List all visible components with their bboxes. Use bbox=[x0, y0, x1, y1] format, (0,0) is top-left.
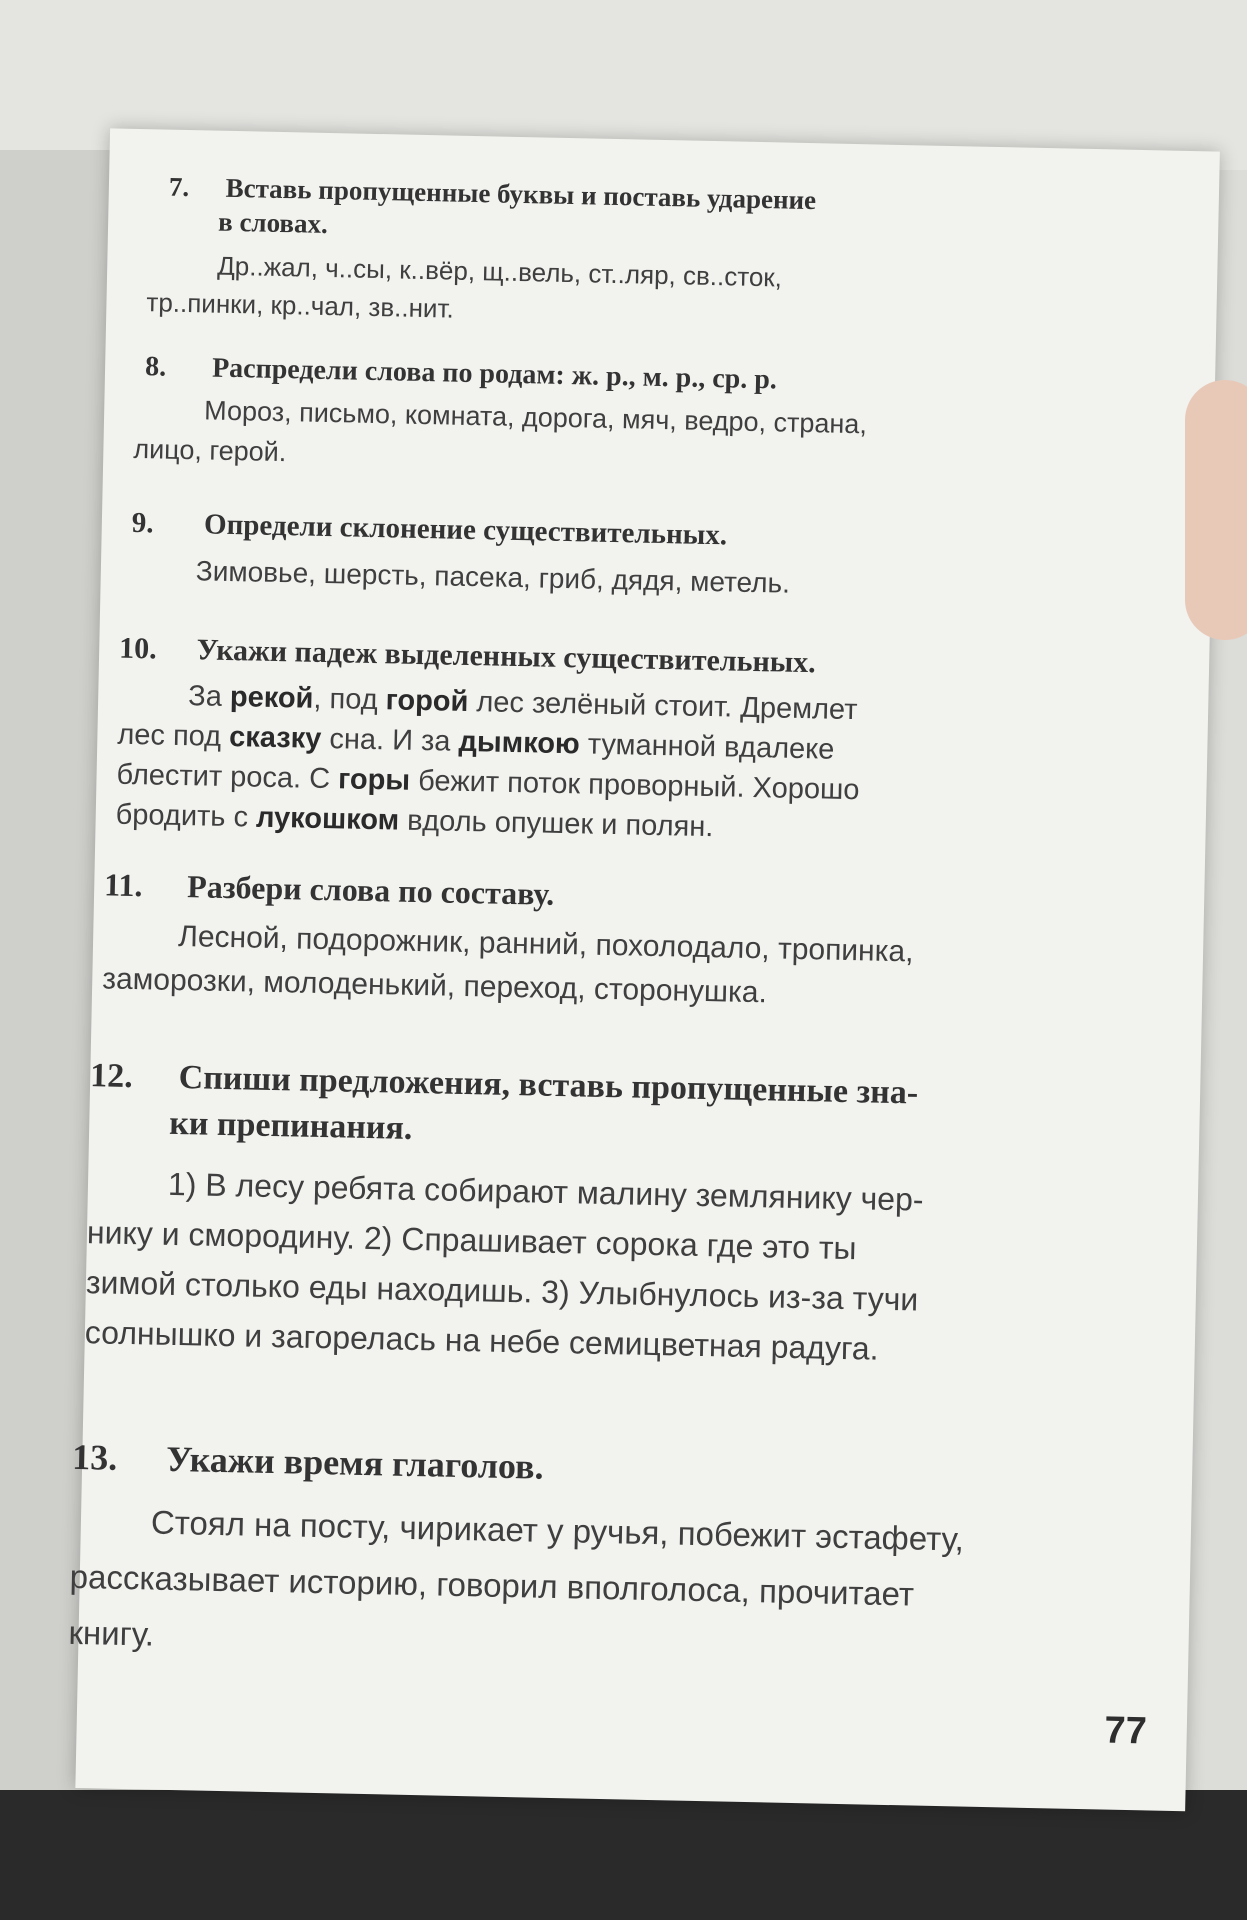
text-fragment: бежит поток проворный. Хорошо bbox=[409, 764, 860, 807]
text-fragment: бродить с bbox=[115, 798, 257, 834]
task-title: Распредели слова по родам: ж. р., м. р., ср. р. bbox=[211, 352, 778, 396]
task-body-line: книгу. bbox=[68, 1613, 155, 1653]
task-body-line: рассказывает историю, говорил вполголоса, прочитает bbox=[69, 1557, 915, 1613]
task-number: 10. bbox=[118, 631, 158, 666]
task-body-line: Др..жал, ч..сы, к..вёр, щ..вель, ст..ляр, св..сток, bbox=[216, 250, 783, 293]
text-fragment: вдоль опушек и полян. bbox=[398, 804, 714, 844]
task-7 bbox=[146, 170, 1149, 342]
text-fragment: блестит роса. С bbox=[116, 758, 339, 796]
highlighted-word: сказку bbox=[228, 721, 322, 755]
text-fragment: За bbox=[187, 680, 231, 714]
task-11 bbox=[102, 863, 1145, 1023]
task-body-line: Зимовье, шерсть, пасека, гриб, дядя, метель. bbox=[195, 555, 791, 599]
task-number: 8. bbox=[144, 351, 167, 383]
textbook-page bbox=[68, 128, 1220, 1811]
task-title: Укажи время глаголов. bbox=[165, 1438, 544, 1487]
highlighted-word: лукошком bbox=[255, 801, 400, 837]
task-body-line: нику и смородину. 2) Спрашивает сорока где это ты bbox=[86, 1214, 857, 1267]
highlighted-word: горой bbox=[385, 684, 469, 719]
task-body-line: солнышко и загорелась на небе семицветная радуга. bbox=[84, 1314, 879, 1367]
task-13 bbox=[68, 1433, 1153, 1684]
task-number: 13. bbox=[71, 1436, 118, 1478]
task-title: в словах. bbox=[217, 206, 329, 239]
text-fragment: лес под bbox=[117, 718, 230, 754]
task-8 bbox=[133, 349, 1145, 490]
task-title: Определи склонение существительных. bbox=[203, 508, 728, 552]
finger-holding-page bbox=[1185, 380, 1247, 640]
task-title: Укажи падеж выделенных существительных. bbox=[196, 633, 817, 680]
highlighted-word: дымкою bbox=[458, 725, 581, 761]
task-body-line: Мороз, письмо, комната, дорога, мяч, ведро, страна, bbox=[203, 395, 868, 440]
task-number: 9. bbox=[131, 506, 154, 540]
task-12 bbox=[84, 1053, 1150, 1379]
task-body-line: заморозки, молоденький, переход, сторонушка. bbox=[101, 962, 768, 1010]
task-body-line: лицо, герой. bbox=[133, 433, 287, 468]
text-fragment: туманной вдалеке bbox=[579, 728, 835, 766]
task-body-line: 1) В лесу ребята собирают малину землянику чер- bbox=[167, 1165, 924, 1218]
page-number: 77 bbox=[1104, 1709, 1148, 1753]
task-title: ки препинания. bbox=[168, 1104, 413, 1147]
task-number: 11. bbox=[103, 866, 143, 904]
task-10 bbox=[115, 629, 1139, 856]
highlighted-word: горы bbox=[337, 763, 411, 797]
text-fragment: сна. И за bbox=[321, 722, 459, 758]
task-body-line: зимой столько еды находишь. 3) Улыбнулось из-за тучи bbox=[85, 1264, 919, 1318]
background-dark-area bbox=[0, 1790, 1247, 1920]
task-title: Вставь пропущенные буквы и поставь ударение bbox=[225, 172, 817, 216]
text-fragment: лес зелёный стоит. Дремлет bbox=[468, 686, 858, 727]
task-title: Разбери слова по составу. bbox=[186, 868, 555, 912]
task-number: 12. bbox=[89, 1057, 134, 1096]
highlighted-word: рекой bbox=[229, 681, 314, 715]
task-body-line: тр..пинки, кр..чал, зв..нит. bbox=[146, 287, 455, 324]
task-title: Спиши предложения, вставь пропущенные зна- bbox=[178, 1059, 919, 1112]
task-body-line: Стоял на посту, чирикает у ручья, побежит эстафету, bbox=[150, 1503, 965, 1558]
task-body-line: Лесной, подорожник, ранний, похолодало, тропинка, bbox=[177, 919, 914, 969]
text-fragment: , под bbox=[313, 682, 387, 717]
task-9 bbox=[130, 504, 1132, 613]
task-number: 7. bbox=[168, 171, 190, 203]
